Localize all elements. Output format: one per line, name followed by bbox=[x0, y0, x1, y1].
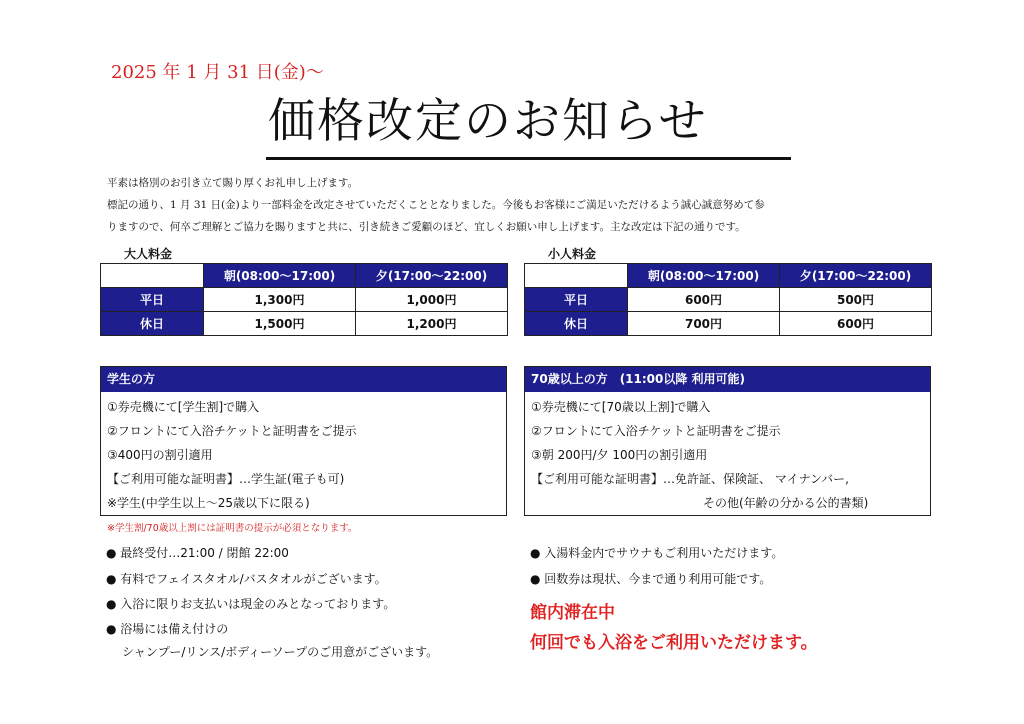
table-row bbox=[525, 312, 932, 336]
bullet-item: ● 浴場には備え付けの bbox=[106, 622, 229, 636]
table-header-row bbox=[101, 264, 508, 288]
table-row bbox=[101, 288, 508, 312]
list-item: 【ご利用可能な証明書】…免許証、保険証、 マイナンバー, bbox=[531, 472, 849, 486]
table-corner-cell bbox=[525, 264, 628, 288]
price-cell: 1,500円 bbox=[204, 312, 356, 336]
table-corner-cell bbox=[101, 264, 204, 288]
table-row bbox=[101, 312, 508, 336]
row-header-weekday: 平日 bbox=[101, 288, 204, 312]
column-header-evening: 夕(17:00～22:00) bbox=[356, 264, 508, 288]
price-cell: 600円 bbox=[628, 288, 780, 312]
price-cell: 600円 bbox=[780, 312, 932, 336]
column-header-morning: 朝(08:00～17:00) bbox=[204, 264, 356, 288]
bullet-item-continuation: シャンプー/リンス/ボディーソープのご用意がございます。 bbox=[122, 645, 439, 659]
intro-line: 平素は格別のお引き立て賜り厚くお礼申し上げます。 bbox=[107, 177, 359, 189]
price-cell: 1,000円 bbox=[356, 288, 508, 312]
highlight-heading: 館内滞在中 bbox=[530, 603, 615, 623]
price-cell: 700円 bbox=[628, 312, 780, 336]
row-header-weekday: 平日 bbox=[525, 288, 628, 312]
adult-price-caption: 大人料金 bbox=[124, 247, 173, 261]
list-item: その他(年齢の分かる公的書類) bbox=[703, 496, 869, 510]
page-title: 価格改定のお知らせ bbox=[268, 94, 708, 149]
column-header-evening: 夕(17:00～22:00) bbox=[780, 264, 932, 288]
title-underline bbox=[266, 157, 791, 160]
list-item: ※学生(中学生以上～25歳以下に限る) bbox=[107, 496, 310, 510]
effective-date: 2025 年 1 月 31 日(金)～ bbox=[111, 62, 324, 83]
senior-discount-box bbox=[524, 366, 931, 516]
senior-box-body bbox=[525, 392, 930, 518]
child-price-caption: 小人料金 bbox=[548, 247, 597, 261]
student-box-body bbox=[101, 392, 506, 518]
list-item: ①券売機にて[学生割]で購入 bbox=[107, 400, 260, 414]
row-header-holiday: 休日 bbox=[101, 312, 204, 336]
list-item: ②フロントにて入浴チケットと証明書をご提示 bbox=[107, 424, 357, 438]
list-item: ③朝 200円/夕 100円の割引適用 bbox=[531, 448, 708, 462]
bullet-item: ● 有料でフェイスタオル/バスタオルがございます。 bbox=[106, 572, 387, 586]
price-cell: 1,200円 bbox=[356, 312, 508, 336]
student-box-title: 学生の方 bbox=[101, 367, 506, 392]
intro-line: りますので、何卒ご理解とご協力を賜りますと共に、引き続きご愛顧のほど、宜しくお願い申し上げます。主な改定は下記の通りです。 bbox=[107, 221, 746, 233]
bullet-item: ● 最終受付…21:00 / 閉館 22:00 bbox=[106, 546, 289, 560]
list-item: 【ご利用可能な証明書】…学生証(電子も可) bbox=[107, 472, 345, 486]
table-row bbox=[525, 288, 932, 312]
price-cell: 1,300円 bbox=[204, 288, 356, 312]
price-cell: 500円 bbox=[780, 288, 932, 312]
student-discount-box bbox=[100, 366, 507, 516]
intro-paragraph bbox=[107, 172, 922, 238]
senior-box-title: 70歳以上の方 (11:00以降 利用可能) bbox=[525, 367, 930, 392]
bullet-item: ● 回数券は現状、今まで通り利用可能です。 bbox=[530, 572, 772, 586]
intro-line: 標記の通り、1 月 31 日(金)より一部料金を改定させていただくこととなりました。今後もお客様にご満足いただけるよう誠心誠意努めて参 bbox=[107, 199, 765, 211]
highlight-message: 何回でも入浴をご利用いただけます。 bbox=[530, 633, 818, 653]
list-item: ①券売機にて[70歳以上割]で購入 bbox=[531, 400, 711, 414]
certificate-note: ※学生割/70歳以上割には証明書の提示が必須となります。 bbox=[107, 523, 358, 534]
column-header-morning: 朝(08:00～17:00) bbox=[628, 264, 780, 288]
list-item: ②フロントにて入浴チケットと証明書をご提示 bbox=[531, 424, 781, 438]
bullet-item: ● 入浴に限りお支払いは現金のみとなっております。 bbox=[106, 597, 396, 611]
child-price-table bbox=[524, 263, 932, 336]
row-header-holiday: 休日 bbox=[525, 312, 628, 336]
list-item: ③400円の割引適用 bbox=[107, 448, 213, 462]
table-header-row bbox=[525, 264, 932, 288]
adult-price-table bbox=[100, 263, 508, 336]
bullet-item: ● 入湯料金内でサウナもご利用いただけます。 bbox=[530, 546, 784, 560]
